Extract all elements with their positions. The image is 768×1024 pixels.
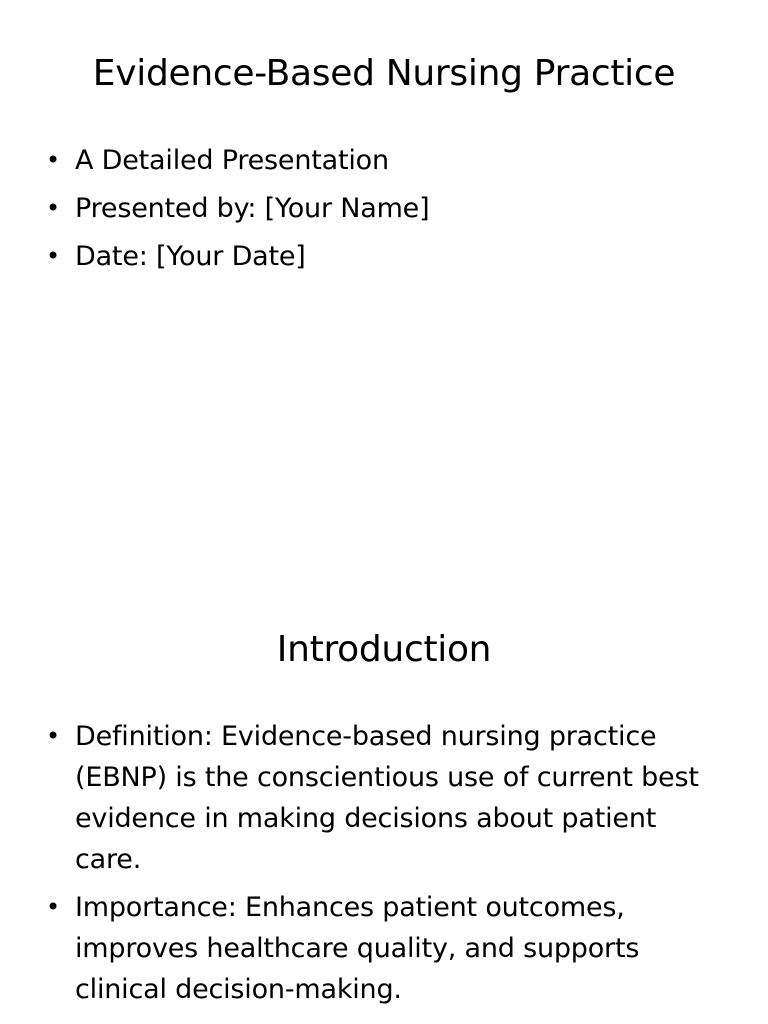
slide-title: Introduction [276,629,492,670]
bullet-item [0,140,768,181]
slide-introduction [0,576,768,1024]
bullet-text: Definition: Evidence-based nursing practice (EBNP) is the conscientious use of current best evidence in making decisions about patient care. [75,721,699,875]
bullet-item [0,716,768,880]
bullet-text: A Detailed Presentation [75,145,389,176]
bullet-list [0,140,768,284]
bullet-text: Importance: Enhances patient outcomes, improves healthcare quality, and supports clinical decision-making. [75,892,640,1005]
bullet-icon: • [46,242,60,270]
bullet-icon: • [46,194,60,222]
bullet-icon: • [46,146,60,174]
bullet-icon: • [46,722,60,750]
bullet-text: Presented by: [Your Name] [75,193,430,224]
bullet-item [0,236,768,277]
bullet-item [0,887,768,1010]
bullet-text: Date: [Your Date] [75,241,306,272]
bullet-list [0,716,768,1017]
bullet-icon: • [46,893,60,921]
bullet-item [0,188,768,229]
slide-title: Evidence-Based Nursing Practice [92,53,676,94]
